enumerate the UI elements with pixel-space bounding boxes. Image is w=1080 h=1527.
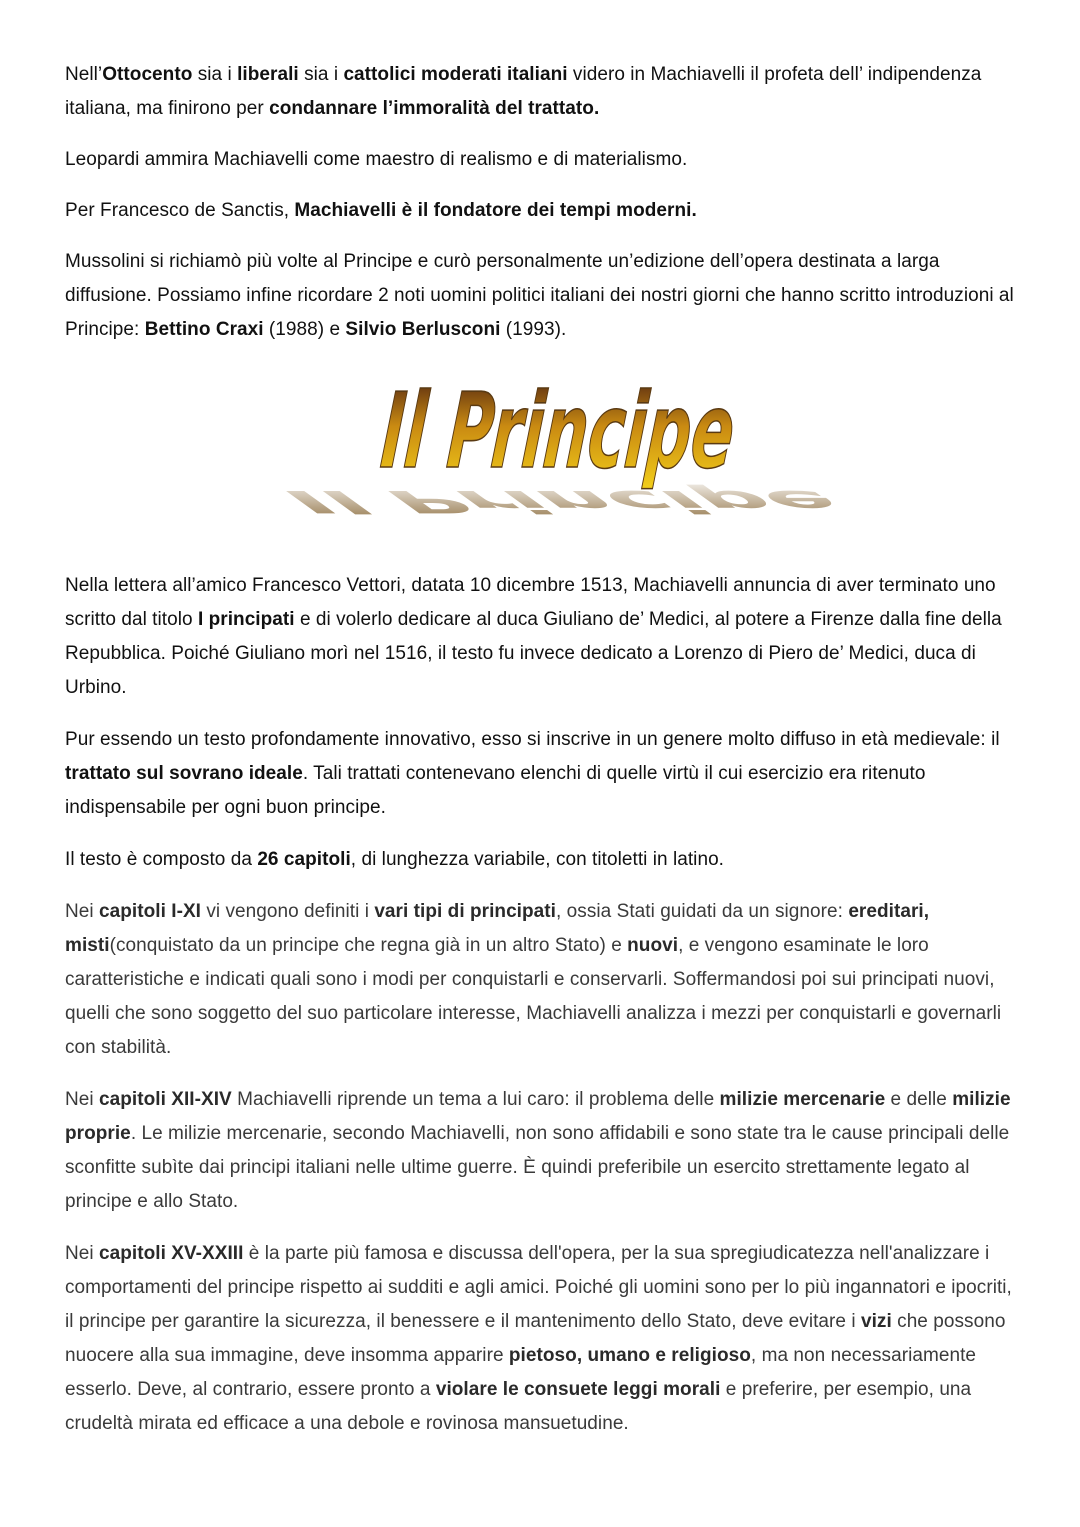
text-run: (conquistato da un principe che regna già in un altro Stato) e xyxy=(109,935,628,956)
text-run: e delle xyxy=(885,1089,953,1110)
bold-run: capitoli XV-XXIII xyxy=(99,1243,244,1264)
text-run: vi vengono definiti i xyxy=(201,901,375,922)
bold-run: Bettino Craxi xyxy=(144,319,264,340)
text-run: , ossia Stati guidati da un signore: xyxy=(556,901,849,922)
text-run: videro in Machiavelli il profeta dell’ indipendenza italiana, ma finirono per xyxy=(65,64,982,119)
bold-run: vizi xyxy=(860,1311,892,1332)
text-run: è la parte più famosa e discussa dell'opera, per la sua spregiudicatezza nell'analizzare i comportamenti del principe rispetto ai sudditi e agli amici. Poiché gli uomini sono per lo più ingannatori e ipocriti, il principe per garantire la sicurezza, il benessere e il mantenimento dello Stato, deve evitare i xyxy=(65,1243,1012,1332)
text-run: Nell’ xyxy=(65,64,103,85)
paragraph-ottocento xyxy=(65,58,1015,126)
bold-run: trattato sul sovrano ideale xyxy=(65,763,303,784)
bold-run: cattolici moderati italiani xyxy=(343,64,568,85)
text-run: sia i xyxy=(298,64,344,85)
bold-run: Machiavelli è il fondatore dei tempi moderni. xyxy=(294,200,697,221)
text-run: Mussolini si richiamò più volte al Principe e curò personalmente un’edizione dell’opera destinata a larga diffusione. Possiamo infine ricordare 2 noti uomini politici italiani dei nostri giorni che hanno scritto introduzioni al Principe: xyxy=(65,251,1014,340)
bold-run: liberali xyxy=(237,64,299,85)
bold-run: capitoli XII-XIV xyxy=(99,1089,232,1110)
text-run: Nei xyxy=(65,1243,99,1264)
paragraph-vettori-letter xyxy=(65,569,1015,705)
text-run: Nei xyxy=(65,901,99,922)
text-run: Nella lettera all’amico Francesco Vettori, datata 10 dicembre 1513, Machiavelli annuncia di aver terminato uno scritto dal titolo xyxy=(65,575,996,630)
text-run: , di lunghezza variabile, con titoletti in latino. xyxy=(350,849,725,870)
text-run: che possono nuocere alla sua immagine, deve insomma apparire xyxy=(65,1311,1006,1366)
text-run: , e vengono esaminate le loro caratteristiche e indicati quali sono i modi per conquistarli e conservarli. Soffermandosi poi sui principati nuovi, quelli che sono soggetto del suo particolare interesse, Machiavelli analizza i mezzi per conquistarli e governarli con stabilità. xyxy=(65,935,1002,1058)
bold-run: violare le consuete leggi morali xyxy=(435,1379,721,1400)
text-run: e di volerlo dedicare al duca Giuliano de’ Medici, al potere a Firenze dalla fine della Repubblica. Poiché Giuliano morì nel 1516, il testo fu invece dedicato a Lorenzo di Piero de’ Medici, duca di Urbino. xyxy=(65,609,1002,698)
text-run: Per Francesco de Sanctis, xyxy=(65,200,295,221)
paragraph-de-sanctis xyxy=(65,194,1015,228)
bold-run: capitoli I-XI xyxy=(99,901,201,922)
bold-run: condannare l’immoralità del trattato. xyxy=(269,98,600,119)
paragraph-chapters-xii-xiv xyxy=(65,1083,1015,1219)
bold-run: pietoso, umano e religioso xyxy=(508,1345,751,1366)
wordart-shadow: Il Principe xyxy=(278,483,848,520)
text-run: Il testo è composto da xyxy=(65,849,258,870)
wordart-text: Il Principe xyxy=(376,371,740,493)
text-run: . Tali trattati contenevano elenchi di quelle virtù il cui esercizio era ritenuto indispensabile per ogni buon principe. xyxy=(65,763,926,818)
text-run: (1988) e xyxy=(263,319,346,340)
bold-run: Ottocento xyxy=(102,64,193,85)
paragraph-genre xyxy=(65,723,1015,825)
bold-run: I principati xyxy=(197,609,295,630)
bold-run: 26 capitoli xyxy=(257,849,351,870)
text-run: Nei xyxy=(65,1089,99,1110)
wordart-title-block xyxy=(65,347,1015,569)
paragraph-leopardi: Leopardi ammira Machiavelli come maestro di realismo e di materialismo. xyxy=(65,149,688,170)
text-run: Pur essendo un testo profondamente innovativo, esso si inscrive in un genere molto diffuso in età medievale: il xyxy=(65,729,1000,750)
paragraph-chapters-count xyxy=(65,843,1015,877)
bold-run: nuovi xyxy=(627,935,679,956)
text-run: sia i xyxy=(192,64,238,85)
bold-run: ereditari, misti xyxy=(65,901,930,956)
text-run: (1993). xyxy=(500,319,567,340)
bold-run: milizie mercenarie xyxy=(719,1089,886,1110)
paragraph-chapters-i-xi xyxy=(65,895,1015,1065)
paragraph-chapters-xv-xxiii xyxy=(65,1237,1015,1441)
paragraph-mussolini xyxy=(65,245,1015,347)
wordart-il-principe xyxy=(278,363,848,520)
text-run: Machiavelli riprende un tema a lui caro: il problema delle xyxy=(231,1089,720,1110)
bold-run: vari tipi di principati xyxy=(374,901,556,922)
text-run: , ma non necessariamente esserlo. Deve, al contrario, essere pronto a xyxy=(65,1345,977,1400)
bold-run: Silvio Berlusconi xyxy=(345,319,501,340)
bold-run: milizie proprie xyxy=(65,1089,1011,1144)
document-page xyxy=(65,58,1015,1441)
text-run: . Le milizie mercenarie, secondo Machiavelli, non sono affidabili e sono state tra le cause principali delle sconfitte subìte dai principi italiani nelle ultime guerre. È quindi preferibile un esercito strettamente legato al principe e allo Stato. xyxy=(65,1123,1010,1212)
text-run: e preferire, per esempio, una crudeltà mirata ed efficace a una debole e rovinosa mansuetudine. xyxy=(65,1379,972,1434)
